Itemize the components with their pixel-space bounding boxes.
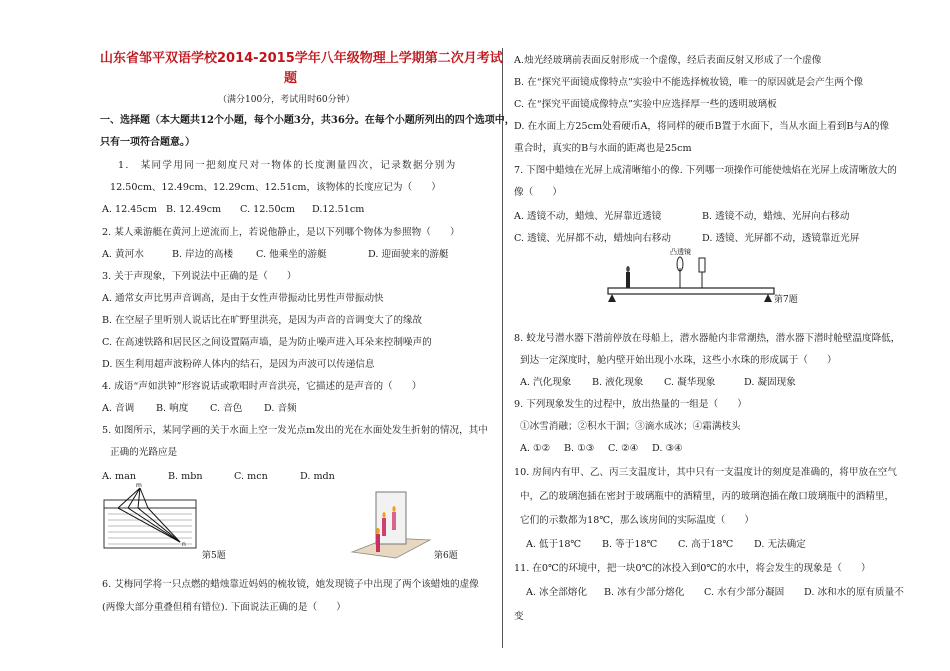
q6-stem-line2: (两像大部分重叠但稍有错位). 下面说法正确的是（ ） xyxy=(102,602,346,613)
q7-option-c: C. 透镜、光屏都不动，蜡烛向右移动 xyxy=(514,233,672,244)
q1-stem-line1: 1. 某同学用同一把刻度尺对一物体的长度测量四次，记录数据分别为 xyxy=(118,160,457,171)
q7-option-d: D. 透镜、光屏都不动，透镜靠近光屏 xyxy=(702,233,860,244)
q5-option-b: B. mbn xyxy=(168,471,203,482)
q4-option-d: D. 音频 xyxy=(264,403,297,414)
q1-option-c: C. 12.50cm xyxy=(240,204,296,215)
q2-option-d: D. 迎面驶来的游艇 xyxy=(368,249,449,260)
q6-stem-line1: 6. 艾梅同学将一只点燃的蜡烛靠近妈妈的梳妆镜，她发现镜子中出现了两个该蜡烛的虚像 xyxy=(102,579,479,590)
exam-subtitle: （满分100分，考试用时60分钟） xyxy=(218,95,355,105)
q9-items: ①冰雪消融；②积水干涸；③滴水成冰；④霜满枝头 xyxy=(520,421,741,432)
q4-option-c: C. 音色 xyxy=(210,403,243,414)
q6-option-b: B. 在“探究平面镜成像特点”实验中不能选择梳妆镜，唯一的原因就是会产生两个像 xyxy=(514,77,864,88)
q10-option-b: B. 等于18℃ xyxy=(602,539,658,550)
q5-option-d: D. mdn xyxy=(300,471,335,482)
q8-options xyxy=(520,376,796,389)
q1-option-d: D.12.51cm xyxy=(312,204,365,215)
svg-text:m: m xyxy=(136,482,142,489)
fig6-caption: 第6题 xyxy=(434,551,458,561)
q10-option-d: D. 无法确定 xyxy=(754,539,806,550)
q5-stem-line1: 5. 如图所示，某同学画的关于水面上空一发光点m发出的光在水面处发生折射的情况，其中 xyxy=(102,425,488,436)
q7-stem-line1: 7. 下图中蜡烛在光屏上成清晰缩小的像. 下列哪一项操作可能使烛焰在光屏上成清晰放大的 xyxy=(514,165,897,176)
q8-option-b: B. 液化现象 xyxy=(592,377,644,388)
q1-stem-line2: 12.50cm、12.49cm、12.29cm、12.51cm，该物体的长度应记为（ ） xyxy=(110,182,441,193)
svg-text:n: n xyxy=(182,541,186,548)
q3-option-a: A. 通常女声比男声音调高，是由于女性声带振动比男性声带振动快 xyxy=(102,293,384,304)
q11-options xyxy=(526,586,904,599)
q8-stem-line1: 8. 蛟龙号潜水器下潜前停放在母船上，潜水器舱内非常潮热，潜水器下潜时舱壁温度降低， xyxy=(514,333,901,344)
q2-stem: 2. 某人乘游艇在黄河上逆流而上，若说他静止，是以下列哪个物体为参照物（ ） xyxy=(102,227,460,238)
q10-stem-line2: 中，乙的玻璃泡插在密封于玻璃瓶中的酒精里，丙的玻璃泡插在敞口玻璃瓶中的酒精里， xyxy=(520,491,895,502)
q8-option-d: D. 凝固现象 xyxy=(744,377,796,388)
q6-option-d-line1: D. 在水面上方25cm处看硬币A，将同样的硬币B置于水面下，当从水面上看到B与A的像 xyxy=(514,121,890,132)
q7-stem-line2: 像（ ） xyxy=(514,187,562,198)
q6-option-c: C. 在“探究平面镜成像特点”实验中应选择厚一些的透明玻璃板 xyxy=(514,99,777,110)
q11-stem: 11. 在0℃的环境中，把一块0℃的冰投入到0℃的水中，将会发生的现象是（ ） xyxy=(514,563,871,574)
q4-option-a: A. 音调 xyxy=(102,403,135,414)
q2-option-c: C. 他乘坐的游艇 xyxy=(256,249,327,260)
column-divider xyxy=(502,48,503,648)
q10-stem-line1: 10. 房间内有甲、乙、丙三支温度计，其中只有一支温度计的刻度是准确的，将甲放在空气 xyxy=(514,467,897,478)
q10-options xyxy=(526,538,806,551)
q10-option-c: C. 高于18℃ xyxy=(678,539,734,550)
q7-option-a: A. 透镜不动，蜡烛、光屏靠近透镜 xyxy=(514,211,662,222)
section-heading-line2: 只有一项符合题意。） xyxy=(100,137,195,148)
q4-stem: 4. 成语“声如洪钟”形容说话或歌唱时声音洪亮，它描述的是声音的（ ） xyxy=(102,381,422,392)
q7-option-b: B. 透镜不动，蜡烛、光屏向右移动 xyxy=(702,211,850,222)
q2-option-b: B. 岸边的高楼 xyxy=(172,249,234,260)
q1-options xyxy=(102,203,364,216)
fig5-caption: 第5题 xyxy=(202,551,226,561)
q8-stem-line2: 到达一定深度时，舱内壁开始出现小水珠，这些小水珠的形成属于（ ） xyxy=(520,355,837,366)
q11-option-c: C. 水有少部分凝固 xyxy=(704,587,785,598)
q2-option-a: A. 黄河水 xyxy=(102,249,144,260)
q9-option-b: B. ①③ xyxy=(564,443,595,454)
q5-stem-line2: 正确的光路应是 xyxy=(110,447,178,458)
q6-option-a: A.烛光经玻璃前表面反射形成一个虚像，经后表面反射又形成了一个虚像 xyxy=(514,55,822,66)
q5-option-c: C. mcn xyxy=(234,471,268,482)
q9-options xyxy=(520,442,683,455)
fig5-refraction-diagram xyxy=(100,480,200,552)
section-heading-line1: 一、选择题（本大题共12个小题，每个小题3分，共36分。在每个小题所列出的四个选项中， xyxy=(100,115,515,126)
q9-option-a: A. ①② xyxy=(520,443,551,454)
q10-stem-line3: 它们的示数都为18℃，那么该房间的实际温度（ ） xyxy=(520,515,755,526)
q11-option-b: B. 冰有少部分熔化 xyxy=(604,587,685,598)
fig7-optical-bench xyxy=(602,246,782,308)
fig7-caption: 第7题 xyxy=(774,295,798,305)
q9-option-d: D. ③④ xyxy=(652,443,683,454)
q8-option-c: C. 凝华现象 xyxy=(664,377,716,388)
q5-option-a: A. man xyxy=(102,471,137,482)
q2-options xyxy=(102,248,449,261)
q3-stem: 3. 关于声现象，下列说法中正确的是（ ） xyxy=(102,271,297,282)
exam-title-line1: 山东省邹平双语学校2014-2015学年八年级物理上学期第二次月考试 xyxy=(100,51,503,66)
q3-option-d: D. 医生利用超声波粉碎人体内的结石，是因为声波可以传递信息 xyxy=(102,359,375,370)
q11-option-d: D. 冰和水的原有质量不 xyxy=(804,587,904,598)
q1-option-b: B. 12.49cm xyxy=(166,204,222,215)
q10-option-a: A. 低于18℃ xyxy=(526,539,582,550)
q11-option-a: A. 冰全部熔化 xyxy=(526,587,587,598)
q9-stem: 9. 下列现象发生的过程中，放出热量的一组是（ ） xyxy=(514,399,747,410)
fig6-candle-mirror xyxy=(348,488,432,560)
q4-options xyxy=(102,402,297,415)
q4-option-b: B. 响度 xyxy=(156,403,189,414)
q6-option-d-line2: 重合时，真实的B与水面的距离也是25cm xyxy=(514,143,692,154)
q1-option-a: A. 12.45cm xyxy=(102,204,157,215)
q9-option-c: C. ②④ xyxy=(608,443,639,454)
fig7-lens-label: 凸透镜 xyxy=(670,248,691,256)
q3-option-c: C. 在高速铁路和居民区之间设置隔声墙，是为防止噪声进入耳朵来控制噪声的 xyxy=(102,337,432,348)
q3-option-b: B. 在空屋子里听别人说话比在旷野里洪亮，是因为声音的音调变大了的缘故 xyxy=(102,315,423,326)
exam-title-line2: 题 xyxy=(284,71,298,86)
q8-option-a: A. 汽化现象 xyxy=(520,377,572,388)
q11-option-d-continued: 变 xyxy=(514,611,524,622)
